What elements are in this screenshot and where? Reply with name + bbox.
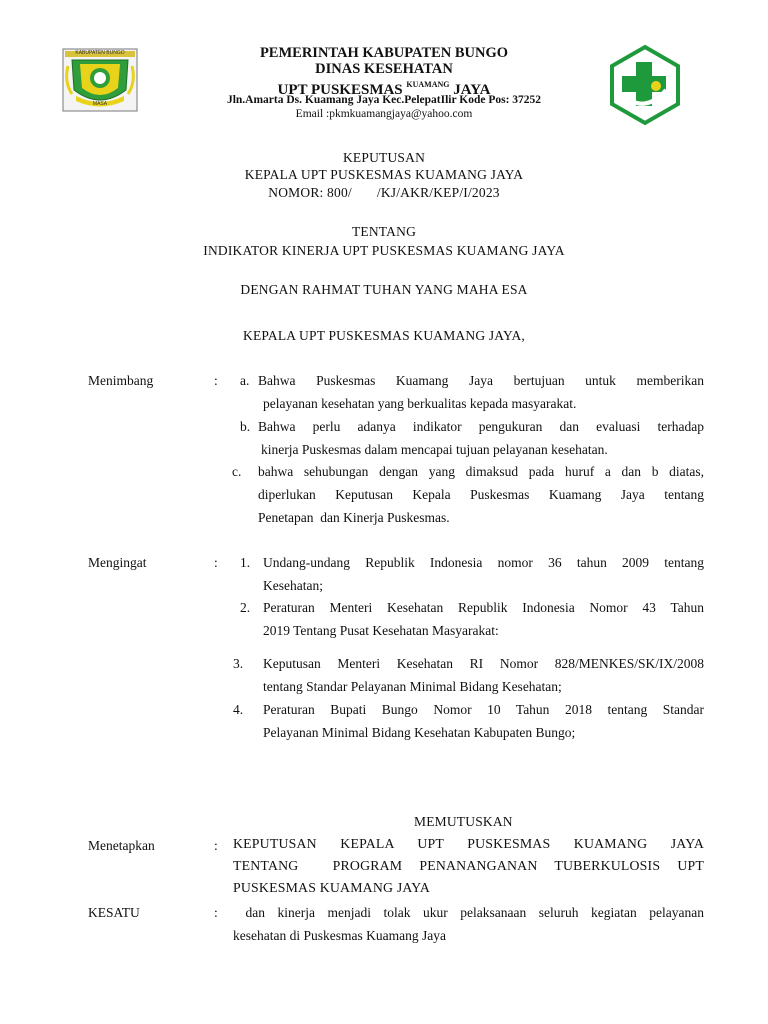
header-address: Jln.Amarta Ds. Kuamang Jaya Kec.PelepatIlir Kode Pos: 37252 bbox=[226, 94, 542, 106]
memutuskan-heading: MEMUTUSKAN bbox=[414, 814, 513, 829]
mengingat-mark-1: 1. bbox=[240, 555, 251, 570]
mengingat-1-line2: Kesehatan; bbox=[263, 578, 323, 593]
mengingat-label: Mengingat bbox=[88, 555, 147, 570]
menetapkan-line1: KEPUTUSAN KEPALA UPT PUSKESMAS KUAMANG JAYA bbox=[233, 836, 704, 851]
menetapkan-text bbox=[233, 836, 704, 896]
menimbang-c-line3: Penetapan dan Kinerja Puskesmas. bbox=[258, 510, 450, 525]
mengingat-item-1 bbox=[263, 555, 704, 594]
menimbang-item-a bbox=[258, 373, 704, 389]
menimbang-b-line2: kinerja Puskesmas dalam mencapai tujuan pelayanan kesehatan. bbox=[261, 442, 608, 457]
mengingat-item-3 bbox=[263, 656, 704, 695]
mengingat-mark-2: 2. bbox=[240, 600, 251, 615]
left-logo-text: KABUPATEN BUNGO bbox=[75, 50, 125, 56]
menimbang-item-b bbox=[258, 419, 704, 435]
title-tentang: TENTANG bbox=[351, 224, 417, 239]
menimbang-a-line1: Bahwa Puskesmas Kuamang Jaya bertujuan untuk memberikan bbox=[258, 373, 704, 388]
menetapkan-line2: TENTANG PROGRAM PENANANGANAN TUBERKULOSIS UPT bbox=[233, 858, 704, 873]
menetapkan-line3: PUSKESMAS KUAMANG JAYA bbox=[233, 880, 431, 895]
mengingat-2-line1: Peraturan Menteri Kesehatan Republik Indonesia Nomor 43 Tahun bbox=[263, 600, 704, 615]
header-dinas: DINAS KESEHATAN bbox=[315, 61, 453, 77]
mengingat-item-2 bbox=[263, 600, 704, 639]
menimbang-item-c bbox=[258, 464, 704, 526]
mengingat-4-line1: Peraturan Bupati Bungo Nomor 10 Tahun 2018 tentang Standar bbox=[263, 702, 704, 717]
kesatu-colon: : bbox=[214, 905, 218, 920]
menimbang-mark-c: c. bbox=[232, 464, 242, 479]
title-rahmat: DENGAN RAHMAT TUHAN YANG MAHA ESA bbox=[240, 282, 528, 297]
kesatu-label: KESATU bbox=[88, 905, 140, 920]
title-keputusan: KEPUTUSAN bbox=[342, 150, 426, 165]
menimbang-c-line2: diperlukan Keputusan Kepala Puskesmas Kuamang Jaya tentang bbox=[258, 487, 704, 502]
header-upt-pre: UPT PUSKESMAS bbox=[277, 82, 403, 98]
header-government: PEMERINTAH KABUPATEN BUNGO bbox=[259, 45, 509, 61]
menimbang-a-line2: pelayanan kesehatan yang berkualitas kepada masyarakat. bbox=[263, 396, 577, 411]
mengingat-2-line2: 2019 Tentang Pusat Kesehatan Masyarakat: bbox=[263, 623, 499, 638]
mengingat-mark-3: 3. bbox=[233, 656, 244, 671]
mengingat-colon: : bbox=[214, 555, 218, 570]
menimbang-b-line1: Bahwa perlu adanya indikator pengukuran dan evaluasi terhadap bbox=[258, 419, 704, 434]
title-kepala-signer: KEPALA UPT PUSKESMAS KUAMANG JAYA, bbox=[243, 328, 525, 343]
mengingat-3-line2: tentang Standar Pelayanan Minimal Bidang Kesehatan; bbox=[263, 679, 562, 694]
kesatu-text bbox=[233, 905, 704, 944]
puskesmas-logo bbox=[604, 44, 686, 126]
header-upt-sup: KUAMANG bbox=[406, 80, 450, 89]
mengingat-mark-4: 4. bbox=[233, 702, 244, 717]
menimbang-mark-b: b. bbox=[240, 419, 251, 434]
left-logo-tag: MASA bbox=[92, 101, 108, 107]
header-upt-post: JAYA bbox=[453, 82, 491, 98]
menimbang-c-line1: bahwa sehubungan dengan yang dimaksud pada huruf a dan b diatas, bbox=[258, 464, 704, 479]
kesatu-line1: dan kinerja menjadi tolak ukur pelaksanaan seluruh kegiatan pelayanan bbox=[233, 905, 704, 920]
mengingat-1-line1: Undang-undang Republik Indonesia nomor 36 tahun 2009 tentang bbox=[263, 555, 704, 570]
mengingat-4-line2: Pelayanan Minimal Bidang Kesehatan Kabupaten Bungo; bbox=[263, 725, 576, 740]
menimbang-colon: : bbox=[214, 373, 218, 388]
menimbang-label: Menimbang bbox=[88, 373, 154, 388]
puskesmas-cross-icon bbox=[604, 44, 686, 126]
kesatu-line2: kesehatan di Puskesmas Kuamang Jaya bbox=[233, 928, 446, 943]
mengingat-item-4 bbox=[263, 702, 704, 741]
title-kepala: KEPALA UPT PUSKESMAS KUAMANG JAYA bbox=[244, 167, 524, 182]
menimbang-mark-a: a. bbox=[240, 373, 250, 388]
title-nomor: NOMOR: 800/ /KJ/AKR/KEP/I/2023 bbox=[268, 185, 500, 200]
menetapkan-colon: : bbox=[214, 838, 218, 853]
title-subject: INDIKATOR KINERJA UPT PUSKESMAS KUAMANG JAYA bbox=[203, 243, 565, 258]
menetapkan-label: Menetapkan bbox=[88, 838, 155, 853]
header-email: Email :pkmkuamangjaya@yahoo.com bbox=[295, 108, 473, 120]
mengingat-3-line1: Keputusan Menteri Kesehatan RI Nomor 828/MENKES/SK/IX/2008 bbox=[263, 656, 704, 671]
